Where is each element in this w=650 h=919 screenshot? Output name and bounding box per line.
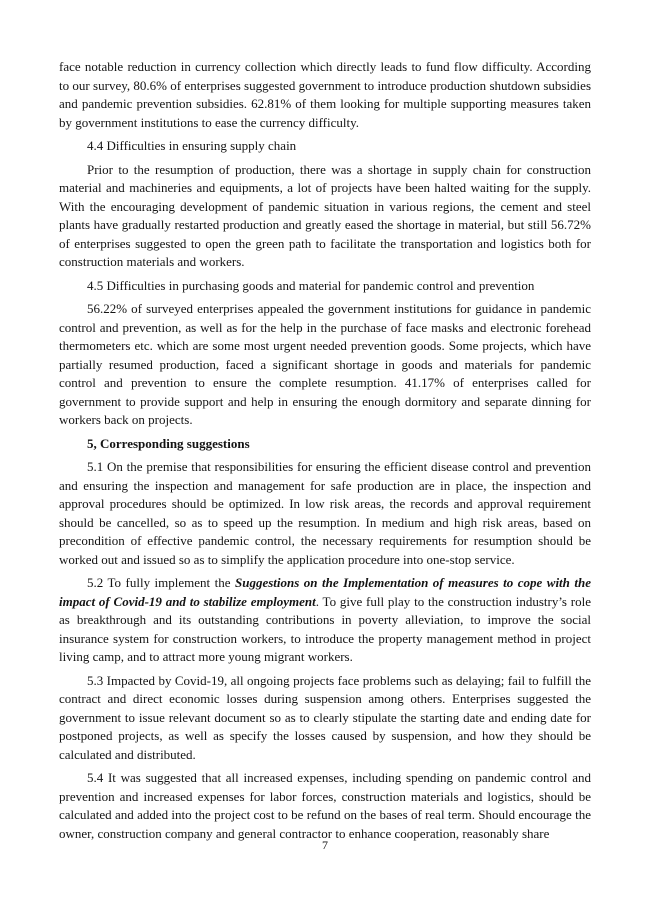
text-run: 5.2 To fully implement the xyxy=(87,575,235,590)
paragraph-5-1 xyxy=(59,458,591,569)
text-run: 5.1 On the premise that responsibilities for ensuring the efficient disease control and prevention and ensuring the inspection and management for safe production are in place, the inspection and approval procedures should be optimized. In low risk areas, the records and approval requirement should be cancelled, so as to speed up the resumption. In medium and high risk areas, based on precondition of effective pandemic control, the necessary requirements for resumption should be worked out and issued so as to simplify the application procedure into one-stop service. xyxy=(59,459,591,567)
text-run: 4.5 Difficulties in purchasing goods and material for pandemic control and prevention xyxy=(87,277,535,293)
section-heading-5 xyxy=(59,435,591,454)
text-run: 5.3 Impacted by Covid-19, all ongoing projects face problems such as delaying; fail to fulfill the contract and direct economic losses during suspension among others. Enterprises suggested the government to issue relevant document so as to clearly stipulate the starting date and ending date for postponed projects, as well as specify the losses caused by suspension, and how they should be calculated and distributed. xyxy=(59,672,591,762)
text-run: face notable reduction in currency collection which directly leads to fund flow difficulty. According to our survey, 80.6% of enterprises suggested government to introduce production shutdown subsidies and pandemic prevention subsidies. 62.81% of them looking for multiple supporting measures taken by government institutions to ease the currency difficulty. xyxy=(59,59,591,130)
paragraph-5-2 xyxy=(59,574,591,667)
document-body xyxy=(59,58,591,848)
paragraph-5-4 xyxy=(59,769,591,843)
text-run: 5, Corresponding suggestions xyxy=(87,435,250,451)
paragraph-4-5 xyxy=(59,300,591,430)
text-run: . To give full play to the construction industry’s role as breakthrough and its outstanding contributions in poverty alleviation, to improve the social insurance system for construction workers, to introduce the property management method in project living camp, and to attract more young migrant workers. xyxy=(59,593,592,664)
text-run: 56.22% of surveyed enterprises appealed the government institutions for guidance in pandemic control and prevention, as well as for the help in the purchase of face masks and electronic forehead thermometers etc. which are some most urgent needed prevention goods. Some projects, which have partially resumed production, faced a significant shortage in goods and materials for pandemic control and prevention to ensure the complete resumption. 41.17% of enterprises called for government to provide support and help in ensuring the enough dormitory and separate dinning for workers back on projects. xyxy=(59,301,591,427)
text-run: Prior to the resumption of production, there was a shortage in supply chain for construction material and machineries and equipments, a lot of projects have been halted waiting for the supply. With the encouraging development of pandemic situation in various regions, the cement and steel plants have gradually restarted production and greatly eased the shortage in material, but still 56.72% of enterprises suggested to open the green path to facilitate the transportation and logistics both for construction materials and workers. xyxy=(59,161,591,269)
paragraph-4-3-continuation xyxy=(59,58,591,132)
section-heading-4-4 xyxy=(59,137,591,156)
paragraph-5-3 xyxy=(59,672,591,765)
text-run: 4.4 Difficulties in ensuring supply chain xyxy=(87,138,297,153)
paragraph-4-4 xyxy=(59,161,591,272)
section-heading-4-5 xyxy=(59,277,591,296)
page-number: 7 xyxy=(322,838,328,852)
text-run: Suggestions on the Implementation of measures to cope with the impact of Covid-19 and to stabilize employment xyxy=(59,575,591,609)
text-run: 5.4 It was suggested that all increased expenses, including spending on pandemic control and prevention and increased expenses for labor forces, construction materials and logistics, should be calculated and added into the project cost to be refund on the bases of real term. Should encourage the owner, construction company and general contractor to enhance cooperation, reasonably share xyxy=(59,770,591,841)
